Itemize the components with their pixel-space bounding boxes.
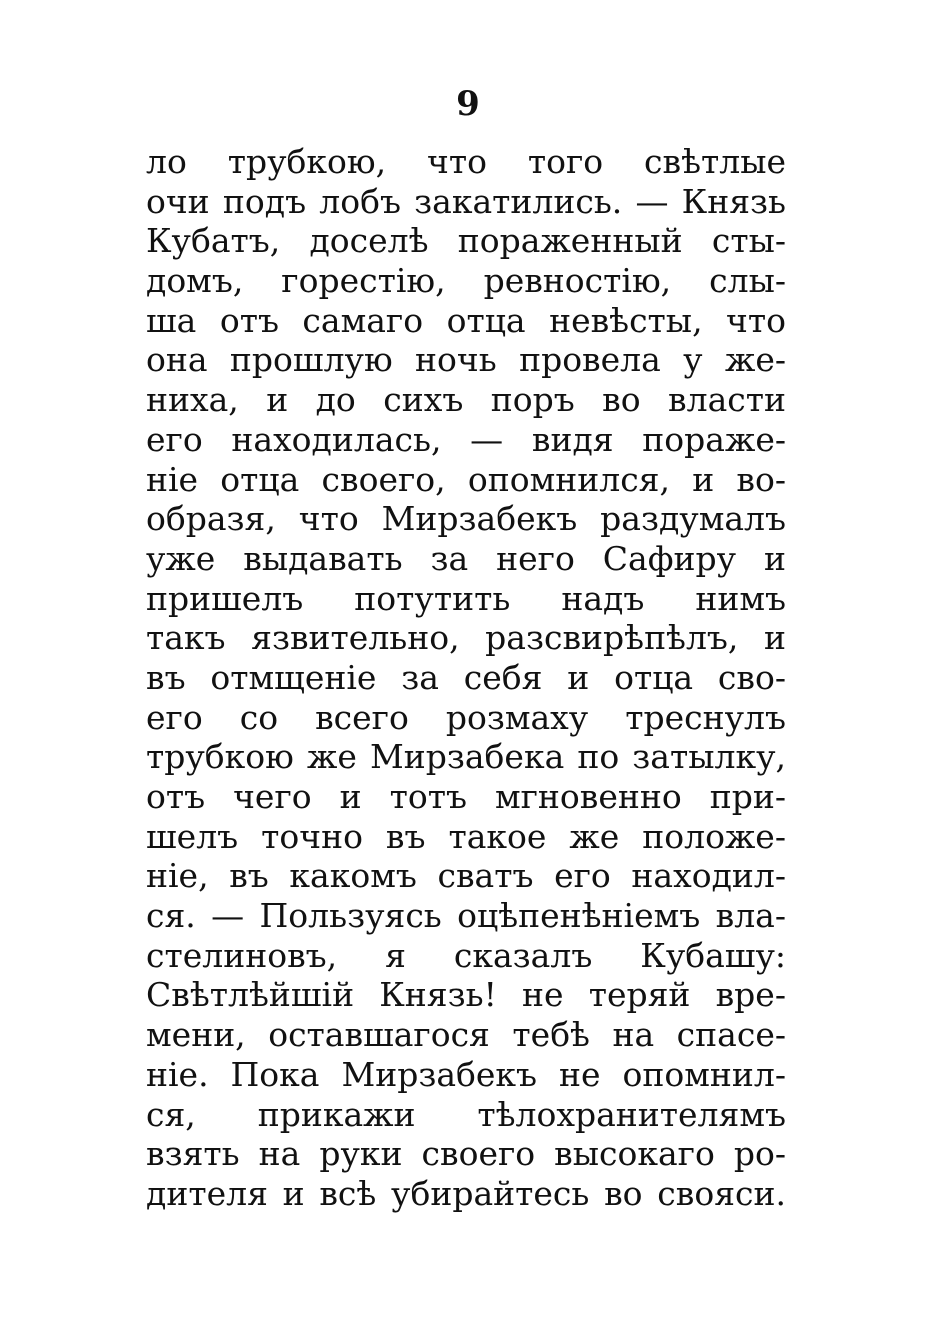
body-text xyxy=(146,142,786,1214)
text-line: она прошлую ночь провела у же- xyxy=(146,340,786,380)
text-line: такъ язвительно, разсвирѣпѣлъ, и xyxy=(146,618,786,658)
text-line: шелъ точно въ такое же положе- xyxy=(146,816,786,856)
text-line: ся, прикажи тѣлохранителямъ xyxy=(146,1094,786,1134)
text-line: Кубатъ, доселѣ пораженный сты- xyxy=(146,221,786,261)
text-line: дителя и всѣ убирайтесь во свояси. xyxy=(146,1173,786,1213)
text-line: домъ, горестію, ревностію, слы- xyxy=(146,261,786,301)
text-line: ніе отца своего, опомнился, и во- xyxy=(146,459,786,499)
text-line: ша отъ самаго отца невѣсты, что xyxy=(146,300,786,340)
page-number: 9 xyxy=(456,84,480,124)
text-line: ніе. Пока Мирзабекъ не опомнил- xyxy=(146,1054,786,1094)
text-line: ло трубкою, что того свѣтлые xyxy=(146,142,786,181)
text-line: ся. — Пользуясь оцѣпенѣніемъ вла- xyxy=(146,896,786,936)
text-line: его со всего розмаху треснулъ xyxy=(146,697,786,737)
text-line: образя, что Мирзабекъ раздумалъ xyxy=(146,499,786,539)
text-line: ніе, въ какомъ сватъ его находил- xyxy=(146,856,786,896)
text-line: уже выдавать за него Сафиру и xyxy=(146,538,786,578)
text-line: мени, оставшагося тебѣ на спасе- xyxy=(146,1015,786,1055)
text-line: очи подъ лобъ закатились. — Князь xyxy=(146,181,786,221)
text-line: ниха, и до сихъ поръ во власти xyxy=(146,380,786,420)
text-line: трубкою же Мирзабека по затылку, xyxy=(146,737,786,777)
text-line: отъ чего и тотъ мгновенно при- xyxy=(146,777,786,816)
text-line: Свѣтлѣйшій Князь! не теряй вре- xyxy=(146,975,786,1015)
text-line: пришелъ потутить надъ нимъ xyxy=(146,578,786,618)
text-line: стелиновъ, я сказалъ Кубашу: xyxy=(146,935,786,975)
text-line: въ отмщеніе за себя и отца сво- xyxy=(146,657,786,697)
text-line: его находилась, — видя пораже- xyxy=(146,419,786,459)
text-line: взять на руки своего высокаго ро- xyxy=(146,1134,786,1174)
